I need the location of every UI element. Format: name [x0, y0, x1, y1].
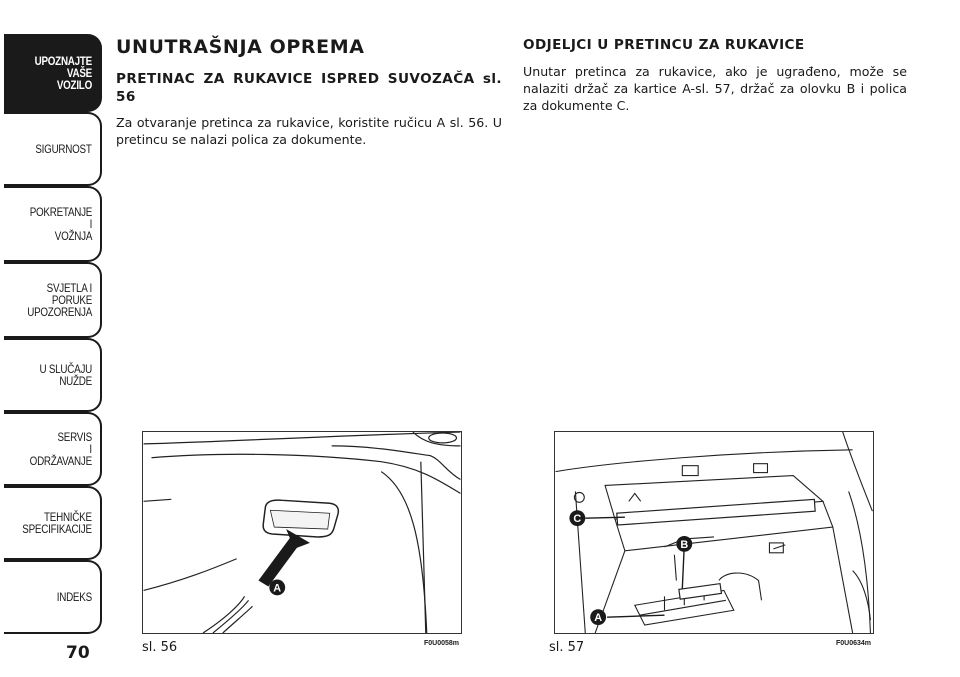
tab-label: UPOZNAJTE VAŠE VOZILO [34, 54, 92, 92]
compartments-text: Unutar pretinca za rukavice, ako je ugrađeno, može se nalaziti držač za kartice A-sl. 57, držač za olovku B i polica za dokumente C. [523, 64, 907, 113]
figure-sl-57 [554, 431, 874, 634]
section-title: UNUTRAŠNJA OPREMA [116, 36, 365, 58]
glove-box-compartments-illustration [555, 432, 873, 633]
compartments-section [523, 36, 907, 114]
tab-label: SERVIS I ODRŽAVANJE [29, 430, 92, 468]
tab-label: POKRETANJE I VOŽNJA [29, 205, 92, 243]
figure-57-caption: sl. 57 [549, 640, 585, 655]
tab-label: SIGURNOST [35, 142, 92, 156]
glove-box-section [116, 36, 502, 148]
page-number: 70 [66, 643, 90, 663]
glove-box-text: Za otvaranje pretinca za rukavice, koristite ručicu A sl. 56. U pretincu se nalazi polica za dokumente. [116, 115, 502, 147]
figure-56-label-a: A [273, 582, 282, 595]
figure-56-code: F0U0058m [424, 640, 460, 647]
tab-indeks[interactable] [4, 560, 102, 634]
figure-sl-56 [142, 431, 462, 634]
tab-label: SVJETLA I PORUKE UPOZORENJA [27, 281, 92, 319]
figure-57-label-a: A [594, 612, 603, 625]
tab-pokretanje-i-voznja[interactable] [4, 186, 102, 262]
tab-svjetla-i-poruke-upozorenja[interactable] [4, 262, 102, 338]
tab-label: TEHNIČKE SPECIFIKACIJE [22, 510, 92, 536]
figure-57-code: F0U0634m [836, 640, 872, 647]
tab-upoznajte-vase-vozilo[interactable] [4, 34, 102, 112]
tab-sigurnost[interactable] [4, 112, 102, 186]
tab-label: INDEKS [56, 590, 92, 604]
tab-u-slucaju-nuzde[interactable] [4, 338, 102, 412]
figure-56-caption: sl. 56 [142, 640, 178, 655]
tab-servis-i-odrzavanje[interactable] [4, 412, 102, 486]
figure-57-label-c: C [573, 513, 582, 526]
figure-57-label-b: B [680, 538, 689, 551]
tab-label: U SLUČAJU NUŽDE [39, 362, 92, 388]
glove-box-heading: PRETINAC ZA RUKAVICE ISPRED SUVOZAČA sl. 56 [116, 71, 502, 105]
glove-box-handle-illustration [143, 432, 461, 633]
compartments-heading: ODJELJCI U PRETINCU ZA RUKAVICE [523, 37, 805, 53]
tab-tehnicke-specifikacije[interactable] [4, 486, 102, 560]
